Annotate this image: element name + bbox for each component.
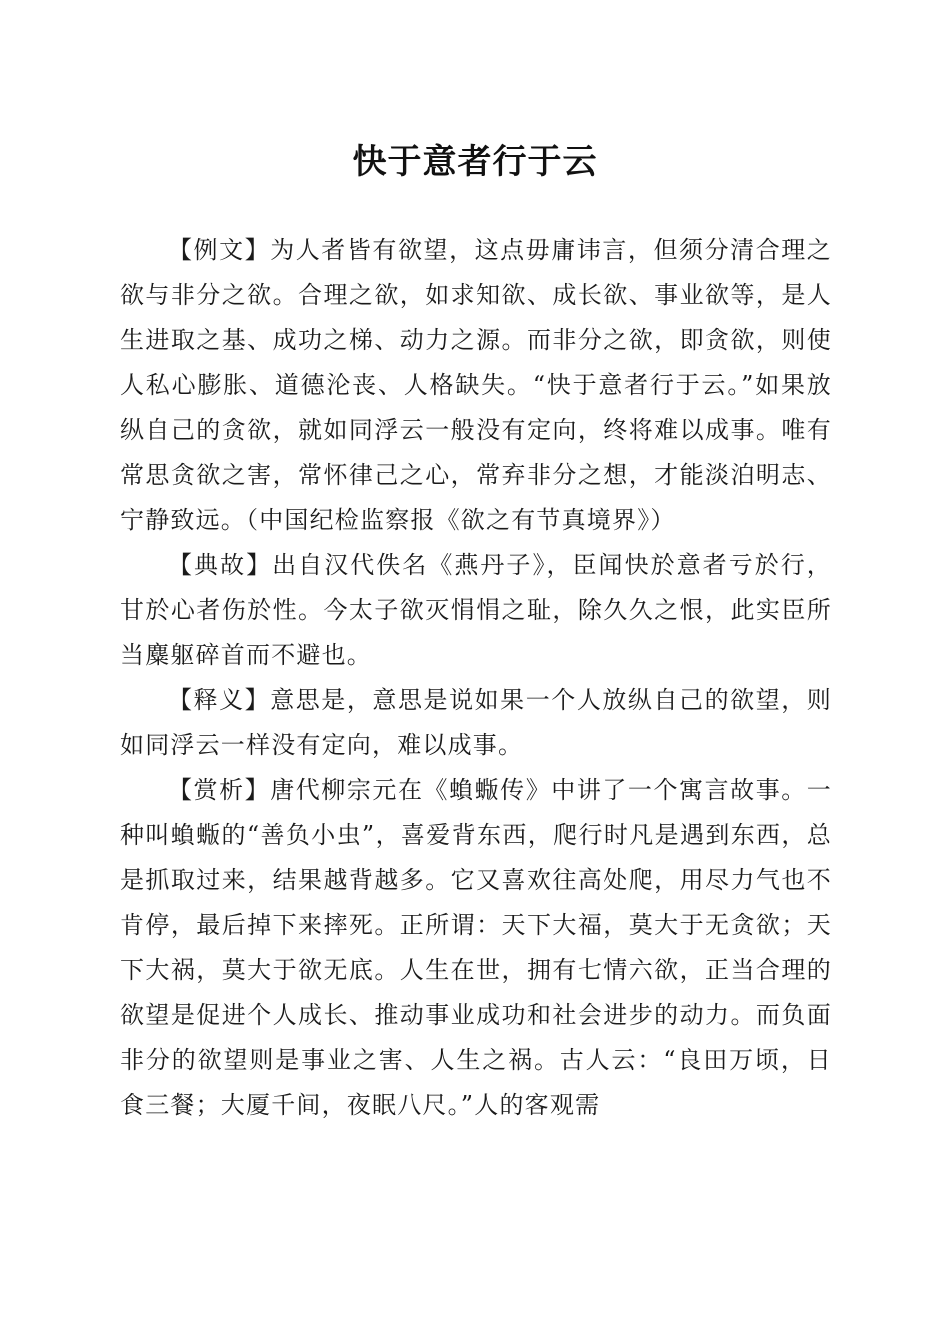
paragraph-allusion: 【典故】出自汉代佚名《燕丹子》，臣闻快於意者亏於行，甘於心者伤於性。今太子欲灭悁悁之耻，除久久之恨，此实臣所当麋躯碎首而不避也。 <box>120 551 832 669</box>
document-title: 快于意者行于云 <box>352 142 598 182</box>
paragraph-example: 【例文】为人者皆有欲望，这点毋庸讳言，但须分清合理之欲与非分之欲。合理之欲，如求知欲、成长欲、事业欲等，是人生进取之基、成功之梯、动力之源。而非分之欲，即贪欲，则使人私心膨胀、道德沦丧、人格缺失。“快于意者行于云。”如果放纵自己的贪欲，就如同浮云一般没有定向，终将难以成事。唯有常思贪欲之害，常怀律己之心，常弃非分之想，才能淡泊明志、宁静致远。（中国纪检监察报《欲之有节真境界》） <box>120 236 832 534</box>
document-body <box>120 228 832 1128</box>
paragraph-appreciation: 【赏析】唐代柳宗元在《蝜蝂传》中讲了一个寓言故事。一种叫蝜蝂的“善负小虫”，喜爱背东西，爬行时凡是遇到东西，总是抓取过来，结果越背越多。它又喜欢往高处爬，用尽力气也不肯停，最后掉下来摔死。正所谓：天下大福，莫大于无贪欲；天下大祸，莫大于欲无底。人生在世，拥有七情六欲，正当合理的欲望是促进个人成长、推动事业成功和社会进步的动力。而负面非分的欲望则是事业之害、人生之祸。古人云：“良田万顷，日食三餐；大厦千间，夜眠八尺。”人的客观需 <box>120 776 832 1119</box>
paragraph-explanation: 【释义】意思是，意思是说如果一个人放纵自己的欲望，则如同浮云一样没有定向，难以成事。 <box>120 686 832 759</box>
